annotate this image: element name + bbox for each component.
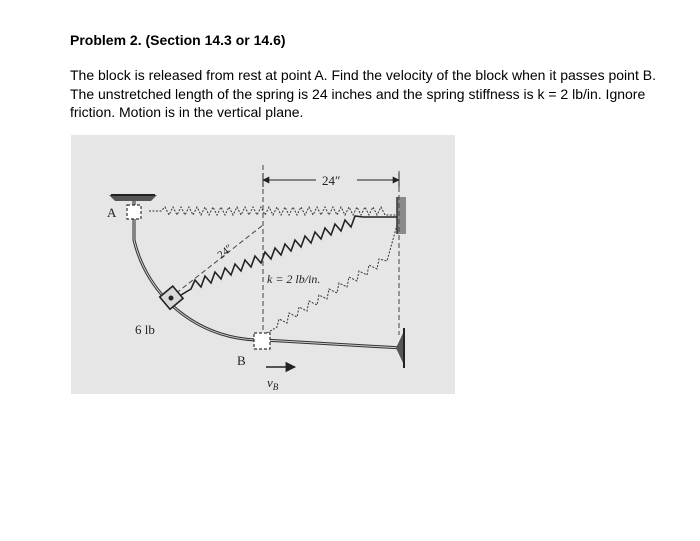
problem-figure <box>71 135 455 394</box>
bottom-support <box>396 328 404 368</box>
dim-diag-label: 24″ <box>215 242 236 262</box>
right-wall <box>397 197 406 234</box>
label-weight: 6 lb <box>135 322 155 337</box>
figure-svg <box>71 135 455 394</box>
statement-line-1: The block is released from rest at point A. Find the velocity of the block when it passes point B. <box>70 67 656 83</box>
top-support <box>109 195 157 201</box>
problem-statement <box>70 66 685 122</box>
label-stiffness: k = 2 lb/in. <box>267 272 321 286</box>
statement-line-2: The unstretched length of the spring is 24 inches and the spring stiffness is k = 2 lb/in. Ignore <box>70 85 646 102</box>
label-velocity <box>267 375 279 392</box>
velocity-symbol: v <box>267 375 273 390</box>
block-final <box>254 333 270 349</box>
label-a: A <box>107 205 117 220</box>
reference-diagonal <box>170 225 263 298</box>
statement-line-3: friction. Motion is in the vertical plane. <box>70 104 304 120</box>
dim-top-label: 24″ <box>322 173 341 188</box>
spring-initial <box>149 207 397 215</box>
label-b: B <box>237 353 246 368</box>
velocity-subscript: B <box>272 382 279 392</box>
block-initial <box>127 205 141 219</box>
block-6lb <box>160 286 183 309</box>
problem-title: Problem 2. (Section 14.3 or 14.6) <box>70 32 286 48</box>
